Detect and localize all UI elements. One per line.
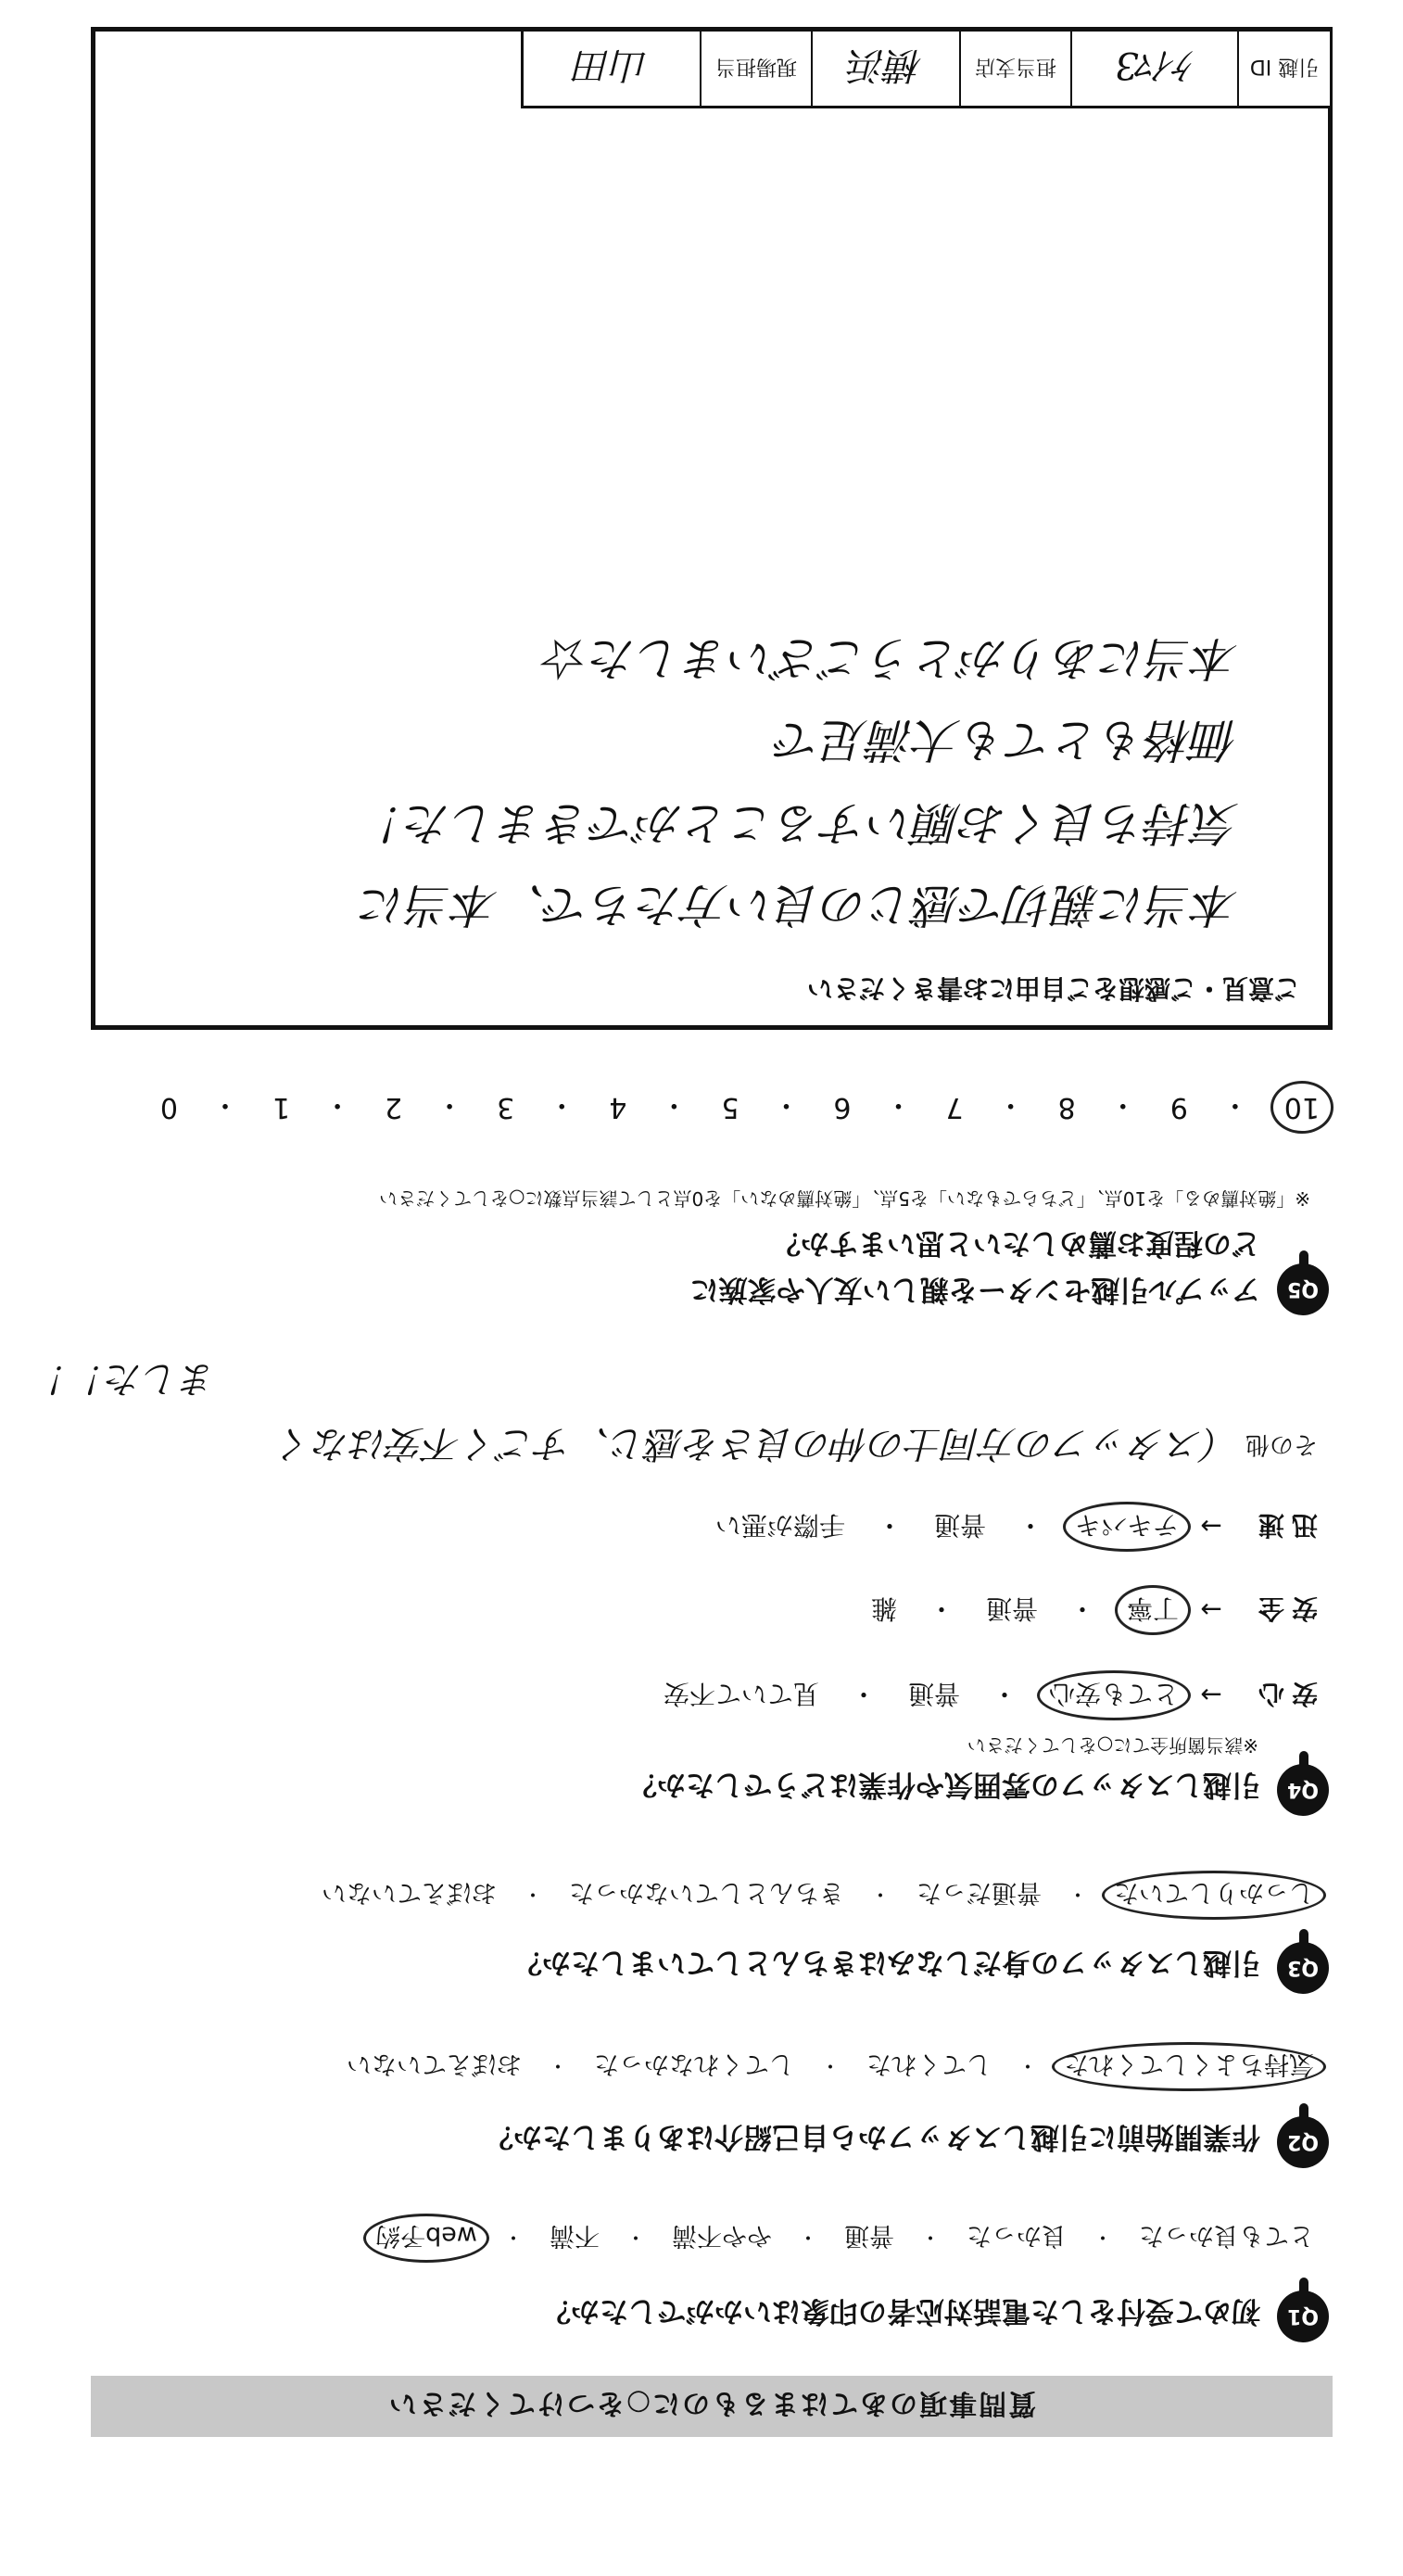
comment-line: 本当にありがとうございました☆ [544,631,1239,685]
id-value: ｹｲﾏ3 [1070,32,1237,106]
q5-badge: Q5 [1277,1263,1329,1315]
q1-badge: Q1 [1277,2290,1329,2342]
staff-signature: 山田 [575,44,649,87]
q5-score[interactable]: 2 [385,1091,403,1124]
q4-option-selected[interactable]: 丁寧 [1115,1585,1191,1635]
q2-options: 気持ちよくしてくれた ・ してくれた ・ してくれなかった ・ おぼえていない [347,2049,1314,2085]
instructions-title: 質問事項のあてはまるものに○をつけてください [386,2387,1037,2419]
instructions-header [91,2376,1333,2437]
q4-row-anzen: 安全 → 丁寧 ・ 普通 ・ 雑 [871,1592,1318,1629]
branch-value: 横浜 [811,32,959,106]
comment-line: 価格もとても大満足で [776,713,1239,767]
q4-row-anshin: 安心 → とても安心 ・ 普通 ・ 見ていて不安 [664,1677,1318,1714]
q4-other-text-cont: ました！！ [32,1357,217,1400]
q4-other-label: その他 [1245,1430,1318,1458]
q4-note: ※該当箇所全てに○をしてください [967,1734,1258,1757]
q3-badge: Q3 [1277,1942,1329,1994]
q2-option[interactable]: してくれた [866,2049,992,2078]
arrow-icon: → [1200,1511,1222,1542]
q4-category: 安心 [1250,1679,1318,1709]
q1-option-selected[interactable]: web予約 [363,2214,489,2263]
q5-score[interactable]: 3 [497,1091,515,1124]
arrow-icon: → [1200,1680,1222,1711]
q4-question: 引越しスタッフの雰囲気や作業はどうでしたか？ [628,1768,1260,1801]
arrow-icon: → [1200,1594,1222,1626]
q2-badge: Q2 [1277,2116,1329,2168]
q3-question: 引越しスタッフの身だしなみはきちんとしていましたか？ [513,1946,1260,1979]
q1-options: とても良かった ・ 良かった ・ 普通 ・ やや不満 ・ 不満 ・ web予約 [375,2220,1314,2256]
q3-option-selected[interactable]: しっかりしていた [1102,1871,1326,1920]
q3-option[interactable]: おぼえていない [321,1878,497,1907]
comment-line: 本当に親切で感じの良い方たちで、本当に [360,878,1239,932]
q5-score[interactable]: 8 [1057,1091,1076,1124]
q3-option[interactable]: きちんとしていなかった [568,1878,844,1907]
q2-question: 作業開始前に引越しスタッフから自己紹介はありましたか？ [485,2120,1260,2153]
q2-option[interactable]: おぼえていない [346,2049,522,2078]
q4-option[interactable]: 普通 [985,1593,1038,1624]
q4-option[interactable]: 普通 [907,1679,960,1709]
q4-option[interactable]: 普通 [933,1510,986,1541]
q5-score[interactable]: 1 [272,1091,291,1124]
q1-option[interactable]: 普通 [843,2221,894,2250]
q1-option[interactable]: とても良かった [1139,2221,1314,2250]
q4-option[interactable]: 雑 [870,1593,897,1624]
q1-option[interactable]: 不満 [549,2221,600,2250]
q5-scale: 10 ・ 9 ・ 8 ・ 7 ・ 6 ・ 5 ・ 4 ・ 3 ・ 2 ・ 1 ・ 0 [160,1087,1321,1128]
q4-option-selected[interactable]: とても安心 [1037,1670,1191,1720]
q5-score[interactable]: 7 [945,1091,964,1124]
comment-box[interactable] [91,27,1333,1030]
q5-question-line1: アップル引越センターを親しい友人や家族に [689,1273,1260,1306]
q4-row-jinsoku: 迅速 → テキパキ ・ 普通 ・ 手際が悪い [715,1508,1318,1545]
staff-table [521,29,1333,108]
q5-score[interactable]: 5 [721,1091,739,1124]
q1-option[interactable]: 良かった [966,2221,1067,2250]
q3-options: しっかりしていた ・ 普通だった ・ きちんとしていなかった ・ おぼえていない [322,1877,1314,1913]
q3-option[interactable]: 普通だった [916,1878,1042,1907]
q4-option[interactable]: 見ていて不安 [663,1679,819,1709]
q5-question-line2: どの程度お薦めしたいと思いますか？ [772,1226,1260,1260]
q4-other-text: （スタッフの方同士の仲の良さを感じ、すごく不安はなく [276,1422,1240,1465]
comment-title: ご意見・ご感想をご自由にお書きください [806,973,1300,1004]
q4-category: 迅速 [1250,1510,1318,1541]
q5-score[interactable]: 6 [833,1091,852,1124]
q5-score[interactable]: 0 [159,1091,178,1124]
id-label: 引越 ID [1237,32,1330,106]
footer [91,29,1333,108]
q5-score-selected[interactable]: 10 [1270,1082,1333,1135]
branch-label: 担当支店 [959,32,1070,106]
q5-score[interactable]: 9 [1169,1091,1188,1124]
q4-category: 安全 [1250,1593,1318,1624]
q1-option[interactable]: やや不満 [671,2221,772,2250]
q5-note: ※「絶対薦める」を10点、「どちらでもない」を5点、「絶対薦めない」を0点として該当点数に○をしてください [379,1187,1310,1210]
q4-badge: Q4 [1277,1764,1329,1816]
q1-question: 初めて受付をした電話対応者の印象はいかがでしたか？ [542,2294,1260,2328]
q2-option-selected[interactable]: 気持ちよくしてくれた [1052,2042,1326,2091]
comment-line: 気持ち良くお願いすることができました！ [359,796,1239,850]
q4-option[interactable]: 手際が悪い [714,1510,845,1541]
q2-option[interactable]: してくれなかった [593,2049,794,2078]
staff-label: 現場担当 [700,32,811,106]
q5-score[interactable]: 4 [609,1091,627,1124]
q4-option-selected[interactable]: テキパキ [1063,1502,1191,1552]
